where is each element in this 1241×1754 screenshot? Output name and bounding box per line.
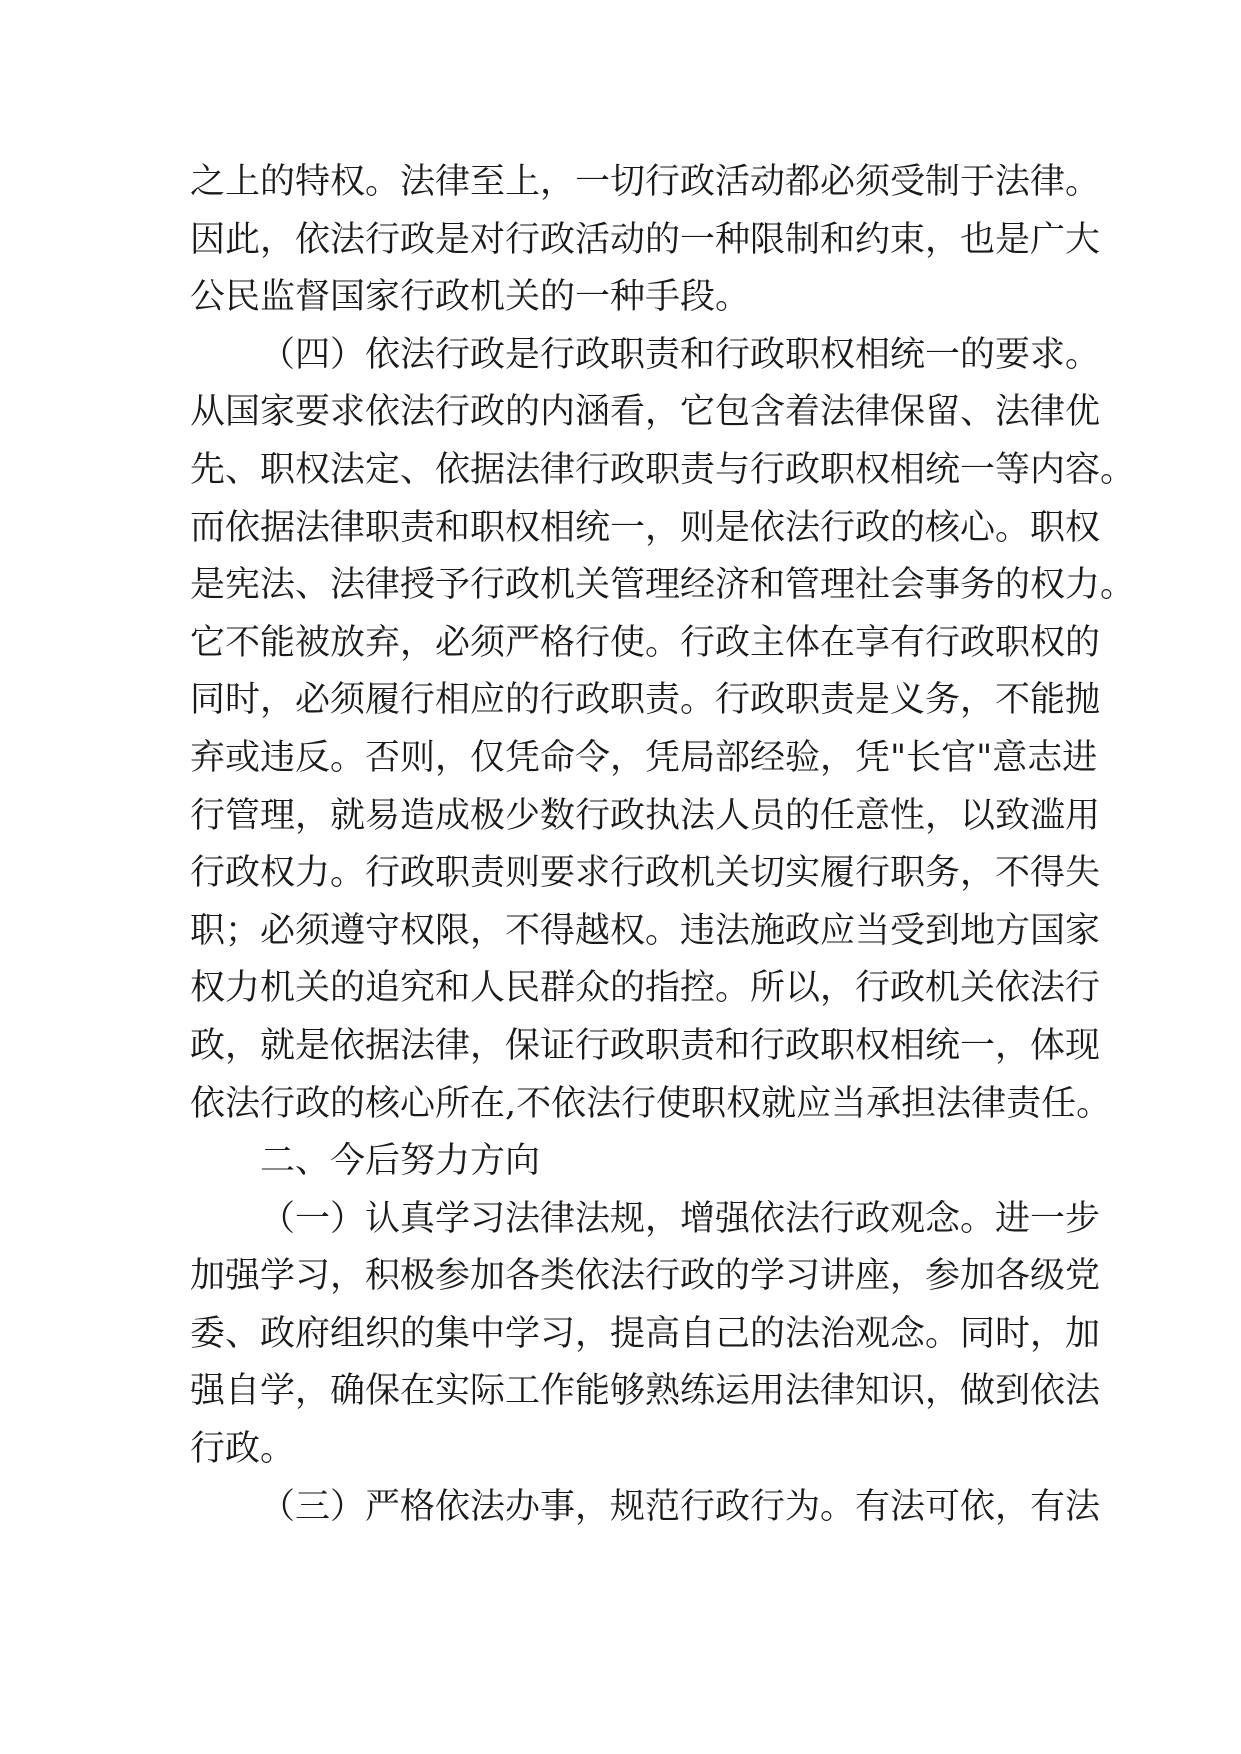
text-line: 委、政府组织的集中学习，提高自己的法治观念。同时，加 [190,1313,1101,1354]
text-line: 加强学习，积极参加各类依法行政的学习讲座，参加各级党 [190,1256,1101,1297]
text-line: 政，就是依据法律，保证行政职责和行政职权相统一，体现 [190,1025,1101,1066]
text-line: 强自学，确保在实际工作能够熟练运用法律知识，做到依法 [190,1371,1101,1412]
text-line: （三）严格依法办事，规范行政行为。有法可依，有法 [260,1486,1101,1527]
text-line: 行政权力。行政职责则要求行政机关切实履行职务，不得失 [190,853,1101,894]
text-line: （四）依法行政是行政职责和行政职权相统一的要求。 [260,334,1101,375]
text-line: 先、职权法定、依据法律行政职责与行政职权相统一等内容。 [190,449,1136,490]
paragraph [190,327,1136,1133]
text-line: 从国家要求依法行政的内涵看，它包含着法律保留、法律优 [190,392,1101,433]
text-line: 是宪法、法律授予行政机关管理经济和管理社会事务的权力。 [190,565,1136,606]
text-line: 因此，依法行政是对行政活动的一种限制和约束，也是广大 [190,219,1101,260]
text-line: 行管理，就易造成极少数行政执法人员的任意性，以致滥用 [190,795,1101,836]
paragraph [190,1479,1101,1537]
text-line: 之上的特权。法律至上，一切行政活动都必须受制于法律。 [190,162,1101,202]
text-line: 行政。 [190,1429,296,1470]
paragraph [190,1191,1101,1479]
body-text [190,154,1136,1536]
text-line: （一）认真学习法律法规，增强依法行政观念。进一步 [260,1198,1101,1239]
text-line: 权力机关的追究和人民群众的指控。所以，行政机关依法行 [190,968,1101,1009]
text-line: 职；必须遵守权限，不得越权。违法施政应当受到地方国家 [190,910,1101,951]
section-heading [190,1133,1050,1191]
text-line: 而依据法律职责和职权相统一，则是依法行政的核心。职权 [190,507,1101,548]
text-line: 同时，必须履行相应的行政职责。行政职责是义务，不能抛 [190,680,1101,721]
section-heading-text: 二、今后努力方向 [260,1141,541,1182]
text-line: 弃或违反。否则，仅凭命令，凭局部经验，凭"长官"意志进 [190,737,1098,778]
text-line: 它不能被放弃，必须严格行使。行政主体在享有行政职权的 [190,622,1101,663]
paragraph [190,154,1101,327]
text-line: 依法行政的核心所在,不依法行使职权就应当承担法律责任。 [190,1083,1112,1124]
text-line: 公民监督国家行政机关的一种手段。 [190,277,751,318]
